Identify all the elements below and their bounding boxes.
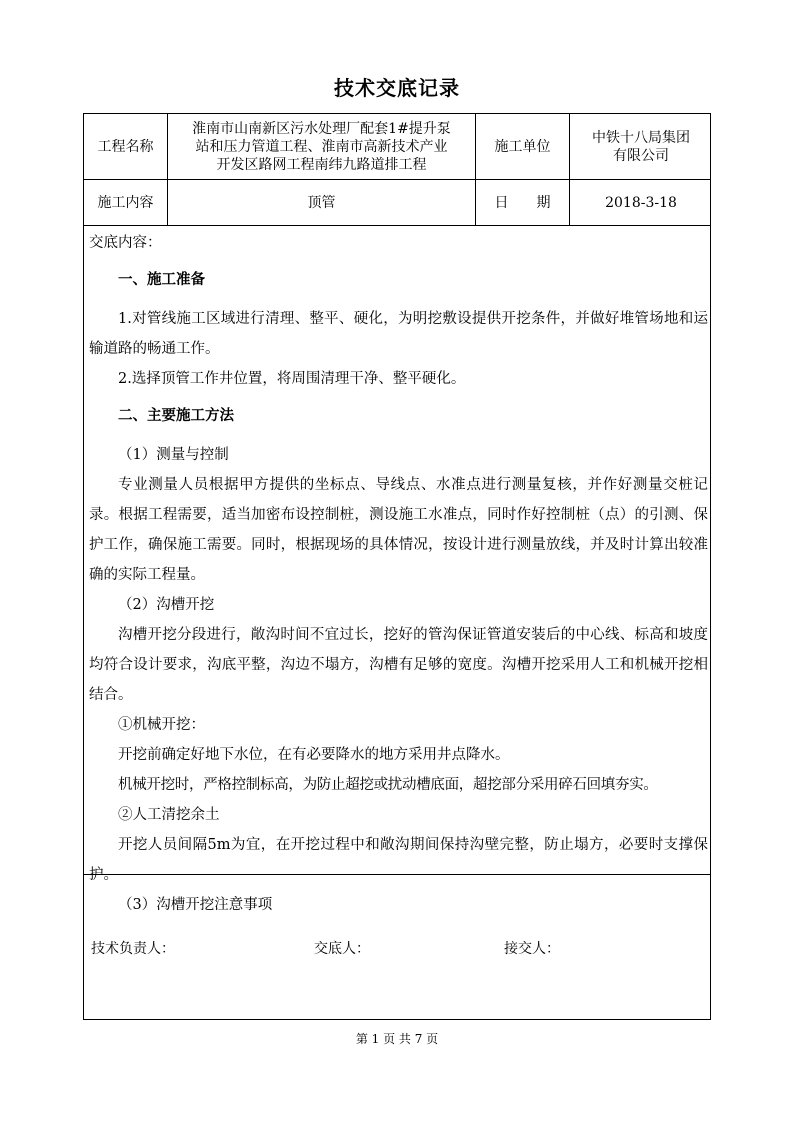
paragraph: 机械开挖时，严格控制标高，为防止超挖或扰动槽底面，超挖部分采用碎石回填夯实。: [118, 777, 658, 793]
page-number: 第 1 页 共 7 页: [355, 1032, 439, 1046]
construction-unit-line: 中铁十八局集团: [592, 129, 690, 146]
date-label: 日 期: [494, 194, 551, 211]
subsection-heading: （1）测量与控制: [118, 447, 229, 463]
paragraph: 开挖人员间隔5m为宜，在开挖过程中和敞沟期间保持沟壁完整，防止塌方，必要时支撑保护。: [89, 837, 708, 883]
receiver-signature: 接交人：: [504, 940, 560, 957]
paragraph: 专业测量人员根据甲方提供的坐标点、导线点、水准点进行测量复核，并作好测量交桩记录。根据工程需要，适当加密布设控制桩，测设施工水准点，同时作好控制桩（点）的引测、保护工作，确保施工需要。同时，根据现场的具体情况，按设计进行测量放线，并及时计算出较准确的实际工程量。: [89, 477, 708, 583]
paragraph: 沟槽开挖分段进行，敞沟时间不宜过长，挖好的管沟保证管道安装后的中心线、标高和坡度均符合设计要求，沟底平整，沟边不塌方，沟槽有足够的宽度。沟槽开挖采用人工和机械开挖相结合。: [89, 627, 708, 703]
project-name-line: 开发区路网工程南纬九路道排工程: [216, 156, 427, 173]
paragraph: 1.对管线施工区域进行清理、整平、硬化，为明挖敷设提供开挖条件，并做好堆管场地和运输道路的畅通工作。: [89, 311, 708, 357]
project-name-line: 站和压力管道工程、淮南市高新技术产业: [195, 138, 448, 155]
subsection-heading: ②人工清挖余土: [118, 807, 220, 823]
handover-record-table: [83, 113, 711, 1020]
date-value: 2018-3-18: [605, 194, 677, 211]
project-name-value: [168, 114, 475, 179]
section-heading: 一、施工准备: [118, 271, 205, 288]
tech-lead-signature: 技术负责人：: [91, 940, 175, 957]
section-heading: 二、主要施工方法: [118, 407, 234, 424]
handover-content: [84, 226, 712, 920]
subsection-heading: （3）沟槽开挖注意事项: [118, 897, 273, 913]
construction-unit-value: [570, 114, 712, 179]
project-name-line: 淮南市山南新区污水处理厂配套1#提升泵: [192, 120, 451, 137]
subsection-heading: （2）沟槽开挖: [118, 597, 215, 613]
project-name-label: 工程名称: [97, 138, 154, 155]
content-intro: 交底内容：: [89, 235, 162, 251]
paragraph: 开挖前确定好地下水位，在有必要降水的地方采用井点降水。: [118, 747, 510, 763]
handover-person-signature: 交底人：: [314, 940, 370, 957]
document-title: 技术交底记录: [334, 76, 460, 100]
construction-content-value: 顶管: [307, 194, 336, 211]
subsection-heading: ①机械开挖：: [118, 717, 205, 733]
construction-content-label: 施工内容: [97, 194, 154, 211]
paragraph: 2.选择顶管工作井位置，将周围清理干净、整平硬化。: [118, 371, 466, 387]
construction-unit-label: 施工单位: [494, 138, 551, 155]
construction-unit-line: 有限公司: [613, 147, 669, 164]
